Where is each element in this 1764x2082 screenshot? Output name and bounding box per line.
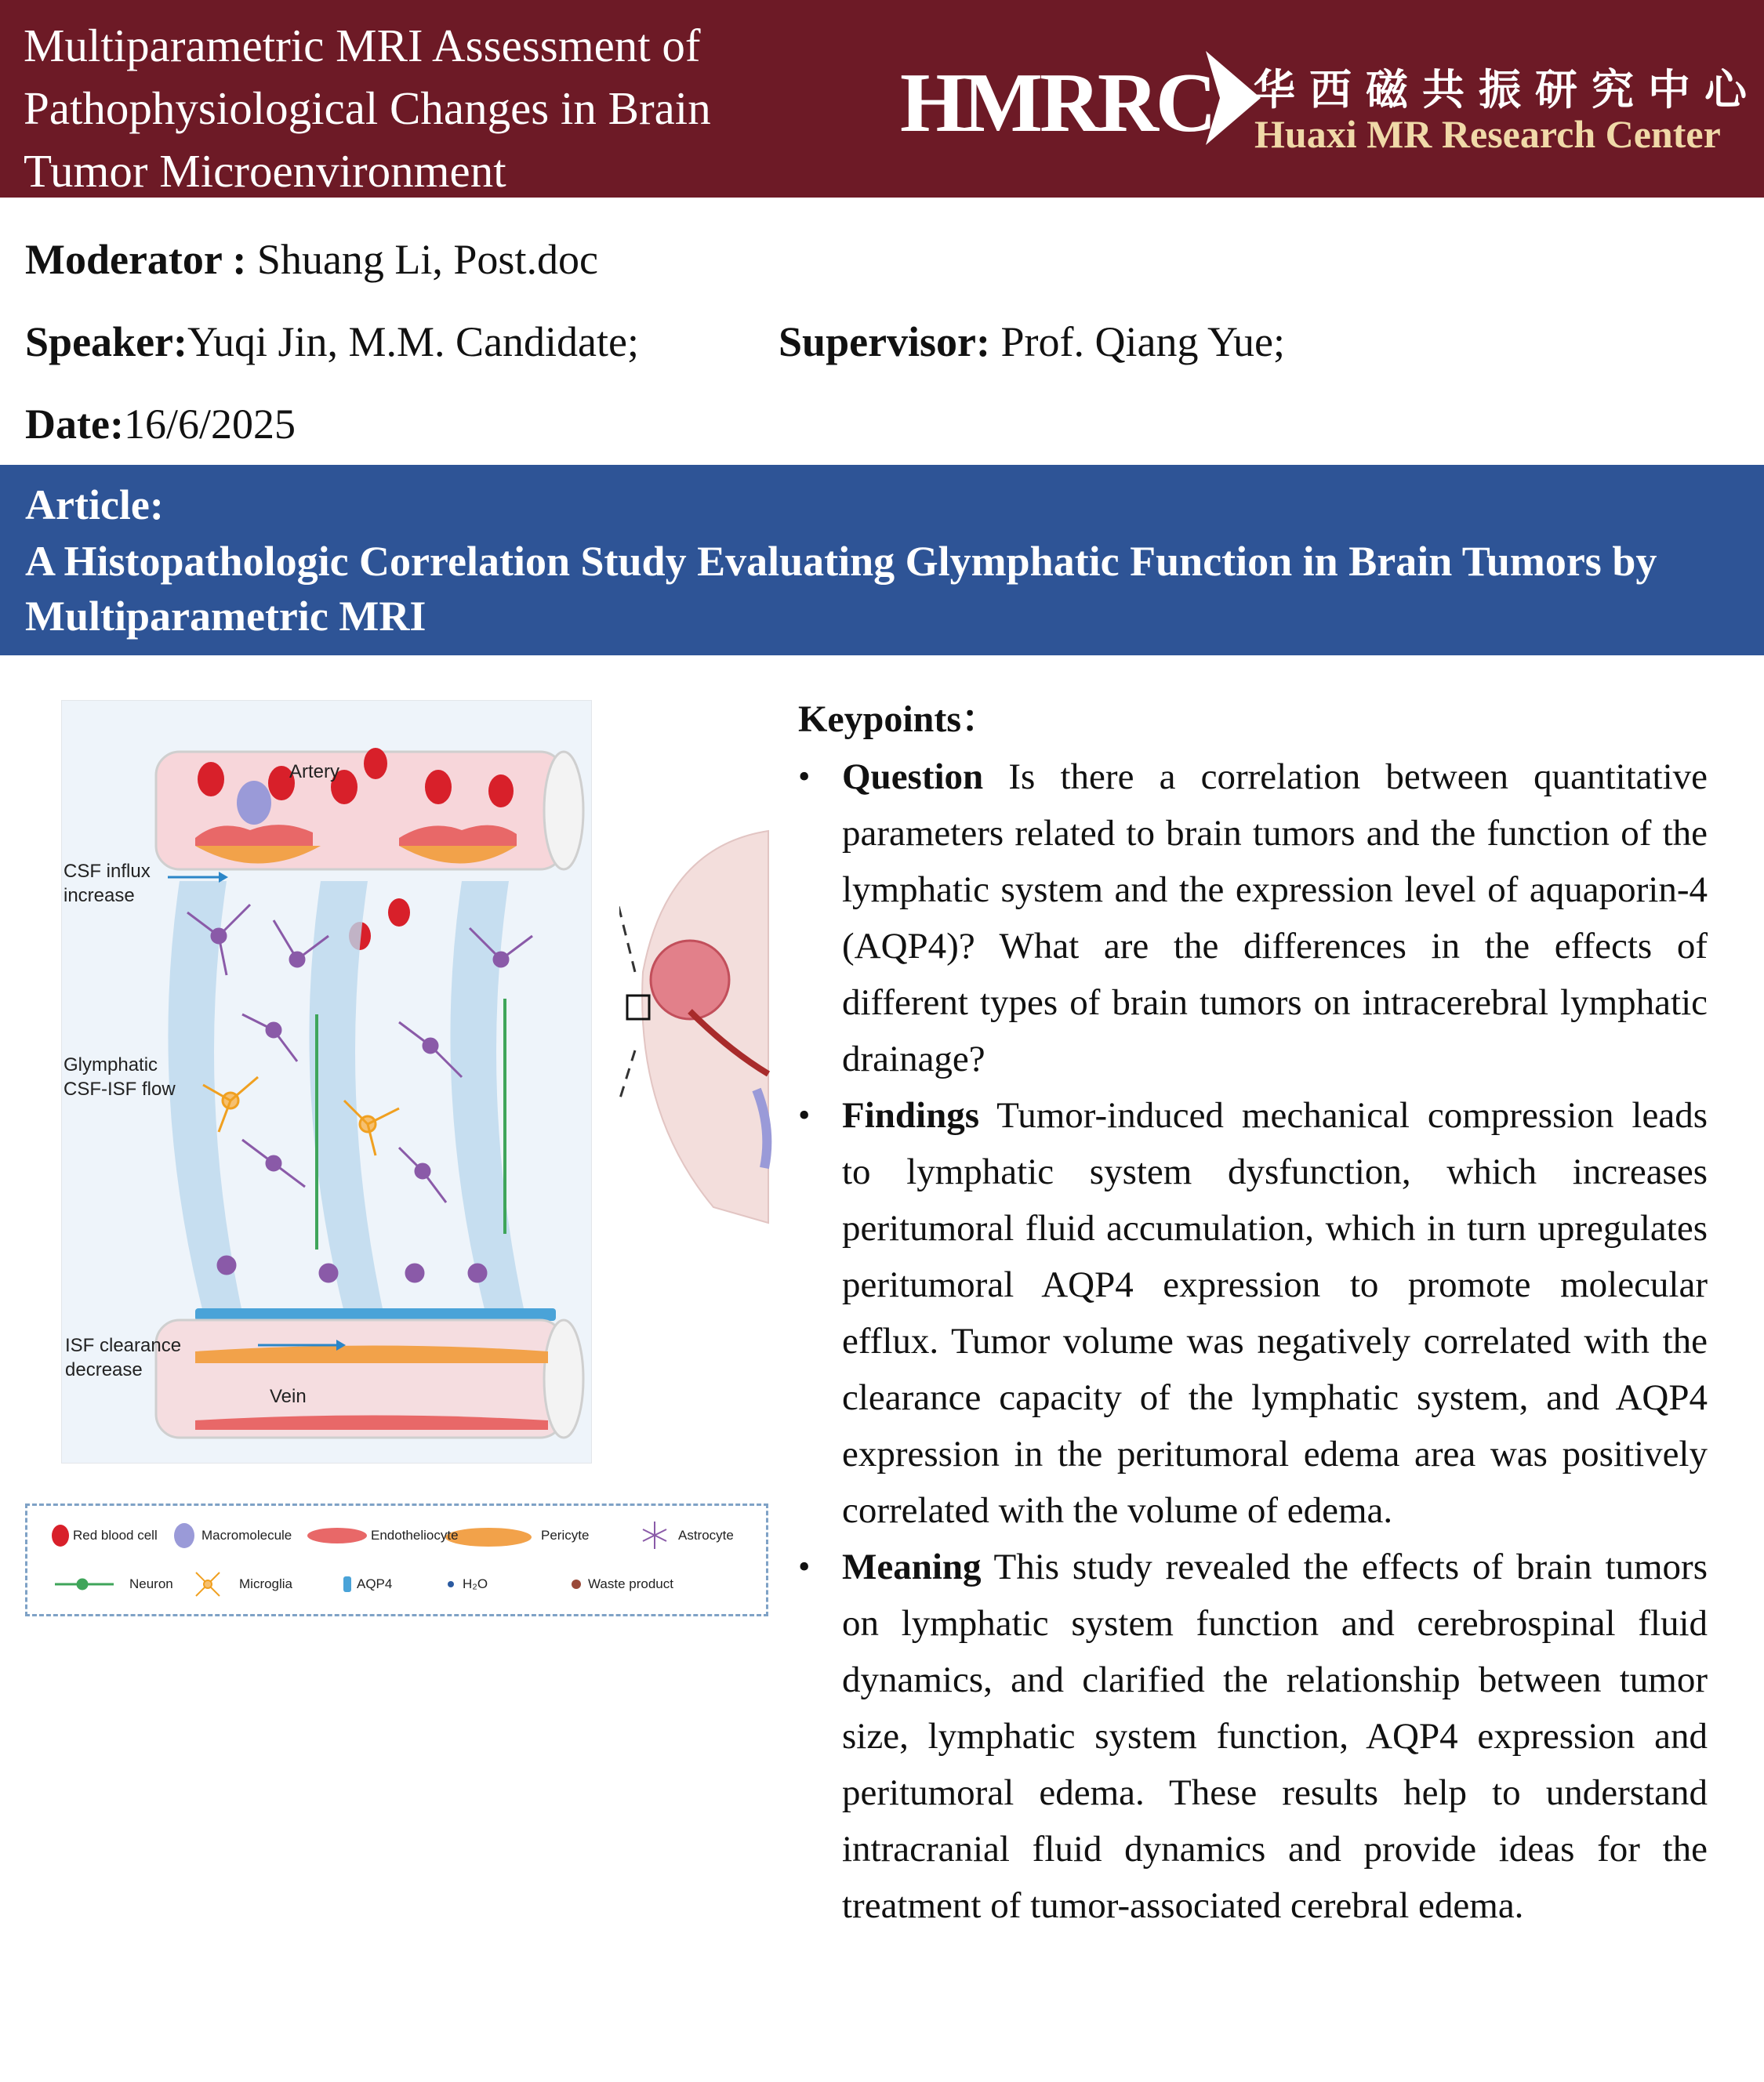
brain-illustration xyxy=(619,815,776,1239)
legend-rbc-swatch xyxy=(52,1525,69,1547)
keypoints-heading: Keypoints： xyxy=(798,698,1000,740)
isf-clearance-label: ISF clearance xyxy=(65,1335,182,1356)
csf-influx-label-2: increase xyxy=(64,885,135,906)
title-line-3: Tumor Microenvironment xyxy=(24,145,506,197)
logo-mark: HMRRC xyxy=(900,56,1214,150)
glymphatic-diagram xyxy=(62,701,591,1463)
legend-microglia-swatch xyxy=(196,1572,220,1596)
title-line-2: Pathophysiological Changes in Brain xyxy=(24,82,711,134)
legend-neuron-swatch xyxy=(55,1580,114,1589)
title-line-1: Multiparametric MRI Assessment of xyxy=(24,20,701,71)
supervisor-line xyxy=(779,317,1285,366)
page-title xyxy=(24,14,886,202)
artery-end xyxy=(544,752,583,869)
legend-endotheliocyte-swatch xyxy=(307,1528,367,1543)
speaker-name: Yuqi Jin, M.M. Candidate; xyxy=(187,318,639,365)
hmrrc-logo xyxy=(900,0,1764,198)
artery-label: Artery xyxy=(289,761,340,782)
legend-waste-product: Waste product xyxy=(588,1576,673,1591)
date-line xyxy=(25,400,296,448)
vein-end xyxy=(544,1320,583,1438)
glymphatic-label-2: CSF-ISF flow xyxy=(64,1079,176,1100)
legend-pericyte: Pericyte xyxy=(541,1528,590,1543)
csf-influx-label: CSF influx xyxy=(64,861,151,882)
legend-macromolecule: Macromolecule xyxy=(201,1528,292,1543)
legend-astrocyte: Astrocyte xyxy=(678,1528,734,1543)
keypoint-text: Tumor-induced mechanical compression leads to lymphatic system dysfunction, which increases peritumoral fluid accumulation, which in turn upregulates peritumoral AQP4 expression to promote molecular efflux. Tumor volume was negatively correlated with the clearance capacity of the lymphatic system, and AQP4 expression in the peritumoral edema area was positively correlated with the volume of edema. xyxy=(842,1095,1708,1531)
glymphatic-label: Glymphatic xyxy=(64,1054,158,1075)
keypoint-text: Is there a correlation between quantitative parameters related to brain tumors and the function of the lymphatic system and the expression level of aquaporin-4 (AQP4)? What are the differences in the effects of different types of brain tumors on intracerebral lymphatic drainage? xyxy=(842,756,1708,1079)
article-title: A Histopathologic Correlation Study Evaluating Glymphatic Function in Brain Tumors by Multiparametric MRI xyxy=(25,538,1657,640)
header-banner xyxy=(0,0,1764,198)
keypoint-label: Question xyxy=(842,756,984,797)
date-value: 16/6/2025 xyxy=(123,401,296,448)
legend-macromolecule-swatch xyxy=(174,1523,194,1548)
legend-aqp4-swatch xyxy=(343,1576,351,1592)
keypoint-label: Meaning xyxy=(842,1547,982,1587)
speaker-label: Speaker: xyxy=(25,318,187,365)
legend-waste-swatch xyxy=(572,1580,581,1589)
legend-neuron: Neuron xyxy=(129,1576,173,1591)
legend-astrocyte-swatch xyxy=(643,1522,666,1549)
legend-endotheliocyte: Endotheliocyte xyxy=(371,1528,459,1543)
moderator-line xyxy=(25,235,598,284)
moderator-label: Moderator : xyxy=(25,236,247,283)
legend-red-blood-cell: Red blood cell xyxy=(73,1528,158,1543)
keypoint-text: This study revealed the effects of brain tumors on lymphatic system function and cerebrospinal fluid dynamics, and clarified the relationship between tumor size, lymphatic system function, AQP4 expression and peritumoral edema. These results help to understand intracranial fluid dynamics and provide ideas for the treatment of tumor-associated cerebral edema. xyxy=(842,1547,1708,1926)
macromolecule-shape xyxy=(237,781,271,825)
glymphatic-figure xyxy=(61,700,592,1464)
supervisor-label: Supervisor: xyxy=(779,318,990,365)
legend-aqp4: AQP4 xyxy=(357,1576,393,1591)
keypoint-question xyxy=(798,749,1708,1087)
supervisor-name: Prof. Qiang Yue; xyxy=(1000,318,1285,365)
keypoints-section xyxy=(798,688,1708,1934)
keypoint-label: Findings xyxy=(842,1095,980,1136)
date-label: Date: xyxy=(25,401,124,448)
figure-legend xyxy=(25,1503,768,1616)
speaker-line xyxy=(25,317,639,366)
keypoint-meaning xyxy=(798,1539,1708,1934)
article-label: Article: xyxy=(25,481,164,528)
article-banner xyxy=(0,465,1764,655)
microglia xyxy=(203,1077,399,1155)
legend-microglia: Microglia xyxy=(239,1576,293,1591)
legend-h2o: H₂O xyxy=(463,1576,488,1591)
logo-chinese-name: 华西磁共振研究中心 xyxy=(1253,65,1761,114)
keypoint-findings xyxy=(798,1087,1708,1539)
legend-h2o-swatch xyxy=(448,1581,454,1587)
vein-label: Vein xyxy=(270,1386,307,1407)
isf-clearance-label-2: decrease xyxy=(65,1359,143,1380)
logo-english-name: Huaxi MR Research Center xyxy=(1254,112,1721,156)
moderator-name: Shuang Li, Post.doc xyxy=(256,236,598,283)
